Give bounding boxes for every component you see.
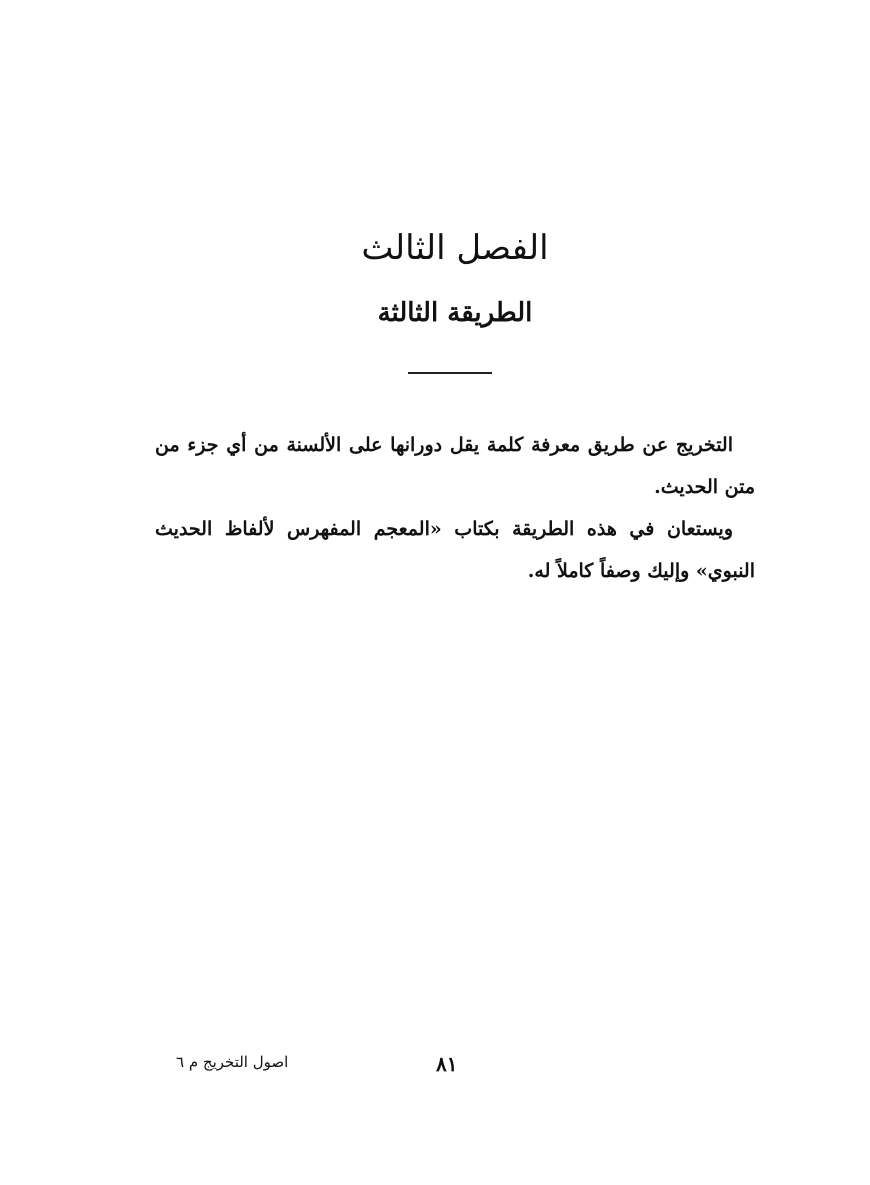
paragraph-2-text: ويستعان في هذه الطريقة بكتاب «المعجم المفهرس لألفاظ الحديث النبوي» وإليك وصفاً كاملاً له. (155, 518, 755, 582)
page-number: ٨١ (436, 1052, 458, 1076)
paragraph-2 (155, 508, 755, 592)
chapter-title: الفصل الثالث (361, 228, 549, 268)
section-title: الطريقة الثالثة (377, 298, 533, 328)
title-divider (408, 372, 492, 374)
paragraph-1-text: التخريج عن طريق معرفة كلمة يقل دورانها على الألسنة من أي جزء من متن الحديث. (155, 434, 755, 498)
footer-book-title: اصول التخريج م ٦ (176, 1053, 289, 1071)
paragraph-1 (155, 424, 755, 508)
